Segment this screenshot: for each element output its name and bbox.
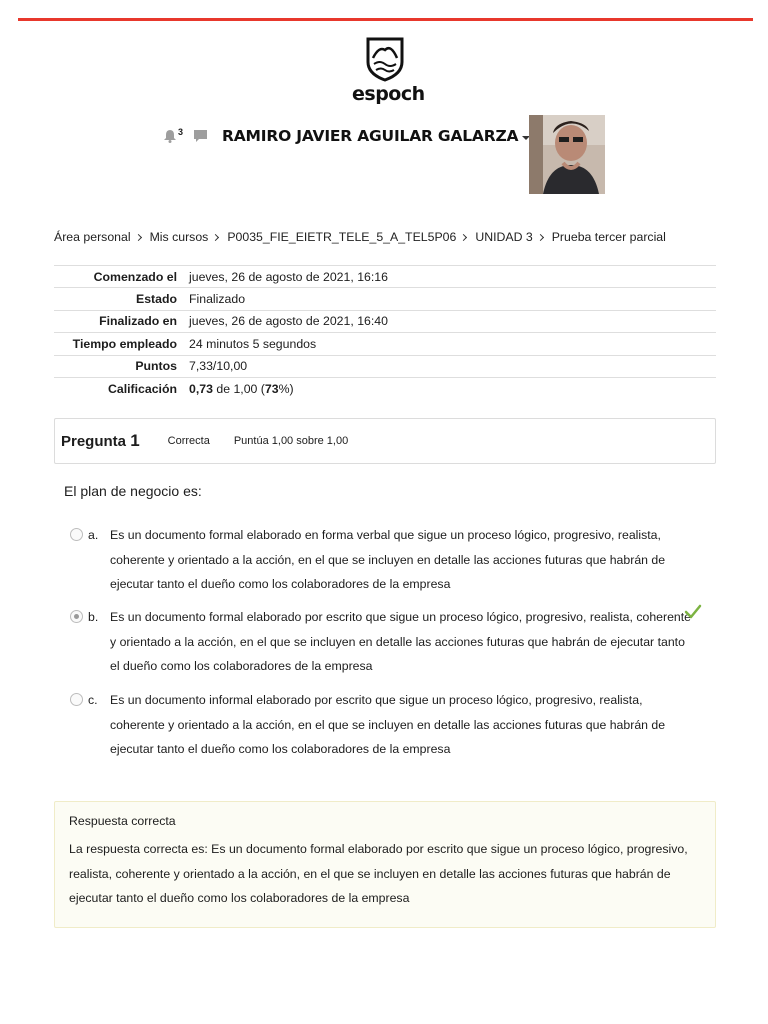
table-row	[54, 266, 716, 288]
espoch-emblem-icon	[365, 36, 405, 82]
notifications-button[interactable]	[163, 129, 183, 143]
attempt-summary-table	[54, 265, 716, 400]
breadcrumb	[54, 230, 666, 244]
table-row	[54, 288, 716, 310]
user-name[interactable]: RAMIRO JAVIER AGUILAR GALARZA	[222, 127, 519, 145]
answer-option-a[interactable]	[70, 523, 710, 597]
started-value: jueves, 26 de agosto de 2021, 16:16	[189, 266, 716, 288]
breadcrumb-item-mis-cursos[interactable]: Mis cursos	[149, 230, 209, 244]
started-label: Comenzado el	[54, 266, 189, 288]
table-row	[54, 355, 716, 377]
answer-text: Es un documento formal elaborado por escrito que sigue un proceso lógico, progresivo, realista, coherente y orientado a la acción, en el que se incluyen en detalle las acciones futuras que habrán de ejecutar tanto el dueño como los colaboradores de la empresa	[110, 610, 692, 673]
feedback-title: Respuesta correcta	[69, 814, 176, 828]
logo-wordmark: espoch	[352, 83, 425, 105]
answer-letter: c.	[88, 693, 98, 707]
question-grade: Puntúa 1,00 sobre 1,00	[233, 435, 349, 447]
breadcrumb-item-quiz[interactable]: Prueba tercer parcial	[551, 230, 666, 244]
notification-count-badge: 3	[178, 127, 184, 137]
chevron-right-icon	[460, 233, 467, 240]
feedback-box	[54, 801, 716, 928]
breadcrumb-item-unidad[interactable]: UNIDAD 3	[475, 230, 533, 244]
breadcrumb-item-course[interactable]: P0035_FIE_EIETR_TELE_5_A_TEL5P06	[227, 230, 457, 244]
table-row	[54, 377, 716, 399]
time-taken-value: 24 minutos 5 segundos	[189, 333, 716, 355]
state-label: Estado	[54, 288, 189, 310]
espoch-logo[interactable]	[352, 36, 425, 108]
radio-button-selected[interactable]	[70, 610, 83, 623]
answer-option-c[interactable]	[70, 688, 710, 762]
answer-option-b[interactable]	[70, 605, 710, 679]
bell-icon	[163, 129, 177, 143]
question-title	[61, 431, 140, 451]
question-state: Correcta	[167, 435, 210, 447]
question-info-box	[54, 418, 716, 464]
user-menu-bar	[163, 124, 530, 148]
chevron-right-icon	[212, 233, 219, 240]
time-taken-label: Tiempo empleado	[54, 333, 189, 355]
grade-percent: 73	[264, 381, 279, 396]
question-text: El plan de negocio es:	[64, 483, 202, 499]
grade-end-text: %)	[278, 381, 294, 396]
radio-button[interactable]	[70, 528, 83, 541]
grade-middle-text: de 1,00 (	[212, 381, 265, 396]
top-accent-bar	[18, 18, 753, 21]
feedback-text: La respuesta correcta es: Es un documento formal elaborado por escrito que sigue un proceso lógico, progresivo, realista, coherente y orientado a la acción, en el que se incluyen en detalle las acciones futuras que habrán de ejecutar tanto el dueño como los colaboradores de la empresa	[69, 842, 688, 905]
points-label: Puntos	[54, 355, 189, 377]
avatar[interactable]	[529, 115, 605, 194]
question-title-text: Pregunta	[61, 433, 131, 450]
points-value: 7,33/10,00	[189, 355, 716, 377]
table-row	[54, 333, 716, 355]
chevron-right-icon	[135, 233, 142, 240]
question-number: 1	[130, 431, 140, 450]
finished-value: jueves, 26 de agosto de 2021, 16:40	[189, 310, 716, 332]
breadcrumb-item-area-personal[interactable]: Área personal	[54, 230, 131, 244]
answer-text: Es un documento informal elaborado por escrito que sigue un proceso lógico, progresivo, realista, coherente y orientado a la acción, en el que se incluyen en detalle las acciones futuras que habrán de ejecutar tanto el dueño como los colaboradores de la empresa	[110, 693, 666, 756]
message-icon[interactable]	[193, 129, 208, 143]
answer-letter: a.	[88, 528, 99, 542]
answer-letter: b.	[88, 610, 99, 624]
chevron-right-icon	[537, 233, 544, 240]
radio-button[interactable]	[70, 693, 83, 706]
check-icon	[684, 604, 702, 620]
answer-text: Es un documento formal elaborado en forma verbal que sigue un proceso lógico, progresivo, realista, coherente y orientado a la acción, en el que se incluyen en detalle las acciones futuras que habrán de ejecutar tanto el dueño como los colaboradores de la empresa	[110, 528, 666, 591]
finished-label: Finalizado en	[54, 310, 189, 332]
state-value: Finalizado	[189, 288, 716, 310]
grade-score: 0,73	[189, 381, 213, 396]
table-row	[54, 310, 716, 332]
grade-label: Calificación	[54, 377, 189, 399]
grade-value	[189, 377, 716, 399]
